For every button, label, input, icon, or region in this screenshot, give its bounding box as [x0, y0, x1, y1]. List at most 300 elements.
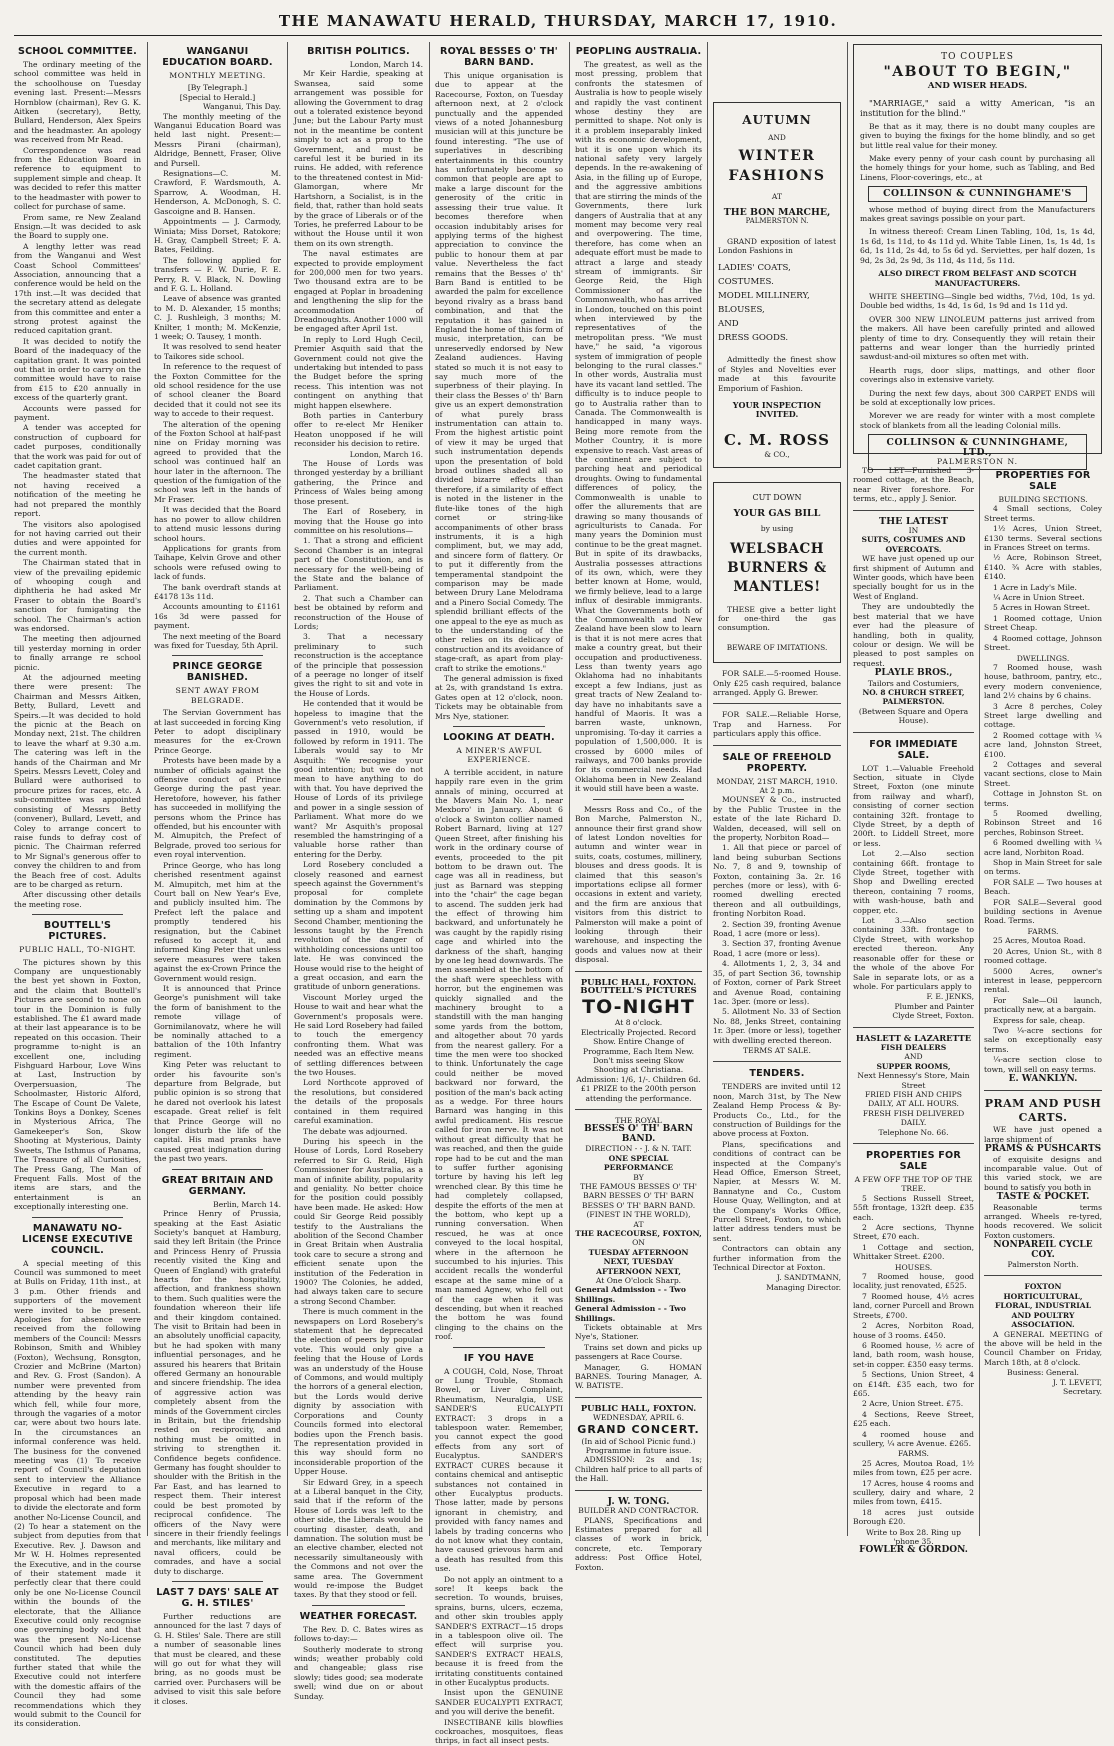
- advert-paragraph: Insist upon the GENUINE SANDER EUCALYPTI EXTRACT, and you will derive the benefit.: [435, 1688, 563, 1717]
- column-rule: [147, 42, 148, 1536]
- advert-paragraph: Lot 2.—Also section containing 66ft. frontage to Clyde Street, together with Shop and Dwelling erected thereon, containing 7 rooms, with wash-house, bath and copper, etc.: [853, 849, 974, 915]
- advert-line: General Admission - - Two Shillings.: [575, 1304, 686, 1323]
- advert-paragraph: TENDERS are invited until 12 noon, March 31st, by The New Zealand Hemp Process & By-Products Co., Ltd., for the construction of Buildings for the above process at Foxton.: [713, 1082, 841, 1139]
- advert-paragraph: 6 Roomed house, ½ acre of land, bath room, wash house, set-in copper. £350 easy terms.: [853, 1340, 974, 1369]
- divider: [575, 1397, 702, 1398]
- advert-line: COSTUMES.: [718, 277, 774, 288]
- advert-line: COLLINSON & CUNNINGHAME, LTD.,: [886, 437, 1069, 458]
- divider: [593, 799, 684, 800]
- article-paragraph: There is much comment in the newspapers on Lord Rosebery's statement that he deprecated the election of peers by popular vote. This would only give a feeling that the House of Lords was an understudy of the House of Commons, and would multiply the horrors of a general election, but the Lords would derive dignity by association with Corporations and County Councils formed into electoral bodies upon the French basis. The representation provided in this way should form no inconsiderable proportion of the Upper House.: [294, 1307, 423, 1477]
- advert-line: LADIES' COATS,: [718, 263, 791, 274]
- dateline: MONDAY, 21ST MARCH, 1910. At 2 p.m.: [716, 776, 838, 795]
- divider: [853, 1143, 974, 1144]
- dateline: London, March 16.: [349, 449, 423, 459]
- advert-paragraph: Cottage in Johnston St. on terms.: [984, 789, 1102, 808]
- divider: [32, 914, 123, 915]
- divider: [575, 971, 702, 972]
- divider: [713, 745, 841, 746]
- advert-line: Palmerston North.: [1007, 1260, 1079, 1270]
- column-rule: [847, 42, 848, 1536]
- advert-paragraph: MOUNSEY & Co., instructed by the Public Trustee in the estate of the late Richard D. Walden, deceased, will sell on the property, Norbiton Road—: [713, 795, 841, 842]
- column-5: [575, 42, 703, 1572]
- advert-paragraph: 18 acres just outside Borough £20.: [853, 1507, 974, 1527]
- advert-paragraph: 7 Roomed house, 4½ acres land, corner Purcell and Brown Streets, £700.: [853, 1291, 974, 1320]
- article-paragraph: Appointments — J. Carmody, Winiata; Miss Dorset, Ratokore; H. Gray, Campbell Street; F. A. Bates, Feilding.: [154, 217, 281, 255]
- advert-paragraph: Contractors can obtain any further information from the Technical Director at Foxton.: [713, 1244, 841, 1273]
- dateline: [Special to Herald.]: [179, 92, 256, 102]
- advert-line: Secretary.: [1063, 1386, 1102, 1396]
- column-rule: [569, 42, 570, 1536]
- advert-paragraph: 4. Allotments 1, 2, 3, 34 and 35, of part Section 36, township of Foxton, corner of Park Street and Avenue Road, containing 1ac. 3per. (more or less).: [713, 959, 841, 1006]
- advert-line: FRESH FISH DELIVERED DAILY.: [862, 1108, 965, 1128]
- advert-paragraph: 20 Acres, Union St., with 8 roomed cottage.: [984, 946, 1102, 966]
- advert-paragraph: 3. Section 37, fronting Avenue Road, 1 acre (more or less).: [713, 939, 841, 958]
- advert-line: Business: General.: [1007, 1368, 1079, 1378]
- dateline: London, March 14.: [349, 60, 423, 69]
- advert-line: SUPPER ROOMS,: [876, 1061, 951, 1071]
- advert-paragraph: Plans, specifications and conditions of contract can be inspected at the Company's Head Office, Emerson Street, Napier, at Messrs W. M. Bannatyne and Co., Custom House Quay, Wellington, and at the Company's Works Office, Purcell Street, Foxton, to which latter address tenders must be sent.: [713, 1139, 841, 1243]
- advert-title: "ABOUT TO BEGIN,": [883, 64, 1072, 81]
- advert-line: WEDNESDAY, APRIL 6.: [593, 1413, 684, 1423]
- dateline: [By Telegraph.]: [187, 83, 248, 93]
- advert-line: J. T. LEVETT,: [1052, 1377, 1102, 1387]
- advert-line: BUILDER AND CONTRACTOR.: [578, 1506, 699, 1516]
- advert-line: PALMERSTON N.: [936, 457, 1019, 466]
- article-paragraph: Viscount Morley urged the House to wait and hear what the Government's proposals were. He said Lord Rosebery had failed to touch the emergency confronting them. What was needed was an effective means of settling differences between the two Houses.: [294, 992, 423, 1078]
- advert-line: Clyde Street, Foxton.: [892, 1011, 974, 1021]
- article-paragraph: 2. That such a Chamber can best be obtained by reform and reconstruction of the House of Lords;: [294, 593, 423, 631]
- article-paragraph: He contended that it would be hopeless to imagine that the Government's veto resolution, if passed in 1910, would be followed by reform in 1911. The Liberals would say to Mr Asquith: "We recognise your good intention; but we do not mean to have anything to do with that. You have deprived the House of Lords of its privilege and power in a single session of Parliament. What more do we want? Mr Asquith's proposal resembled the hamstringing of a valuable horse rather than entering for the Derby.: [294, 699, 423, 859]
- article-paragraph: 1. That a strong and efficient Second Chamber is an integral part of the Constitution, and is necessary for the well-being of the State and the balance of Parliament.: [294, 536, 423, 593]
- advert-line: General Admission - - Two Shillings.: [575, 1285, 686, 1304]
- advert-line: AND: [718, 319, 739, 330]
- divider: [984, 1275, 1102, 1276]
- advert-paragraph: ½ Acre, Robinson Street, £140. ¾ Acre with stables, £140.: [984, 553, 1102, 582]
- column-rule: [979, 466, 980, 1536]
- article-paragraph: In reference to the request of the Foxton Committee for the old school residence for the use of school cleaner the Board decided that it could not see its way to accede to their request.: [154, 362, 281, 419]
- advert-line: THESE give a better light for one-third the gas consumption.: [718, 604, 836, 633]
- article-paragraph: Mr Keir Hardie, speaking at Swansea, said some arrangement was possible for allowing the Government to drag out a tolerated existence beyond June; but the Labour Party must not in the meantime be content simply to act as a prop to the Government, and must be careful lest it be buried in its ruins. He added, with reference to the threatened contest in Mid-Glamorgan, where Mr Hartshorn, a Socialist, is in the field, that, rather than hold seats by the grace of Liberals or of the Tories, he preferred Labour to be without the House until it won them on its own strength.: [294, 69, 423, 248]
- advert-line: NONPAREIL CYCLE COY.: [993, 1240, 1093, 1260]
- advert-line: PLAYLE BROS.,: [874, 668, 953, 679]
- advert-couples-region: [853, 42, 1102, 466]
- columns: [14, 36, 1102, 1746]
- article-paragraph: The following applied for transfers — F. W. Durie, F. E. Perry, R. V. Black, N. Dowling and F. G. L. Holland.: [154, 255, 281, 293]
- advert-paragraph: of exquisite designs and incomparable value. Out of this varied stock, we are bound to satisfy you both in: [984, 1154, 1102, 1192]
- article-paragraph: In reply to Lord Hugh Cecil, Premier Asquith said that the Government could not give the undertaking but intended to pass the Budget before the spring recess. This intention was not contingent on anything that might happen elsewhere.: [294, 334, 423, 410]
- advert-line: Electrically Projected. Record Show. Entire Change of Programme, Each Item New.: [580, 1027, 697, 1056]
- advert-paragraph: 1 Cottage and section, Whittaker Street. £200.: [853, 1242, 974, 1262]
- advert-paragraph: 25 Acres, Moutoa Road, 1½ miles from town, £25 per acre.: [853, 1458, 974, 1478]
- advert-line: Telephone No. 66.: [878, 1127, 949, 1137]
- advert-paragraph: 2 Acres, Norbiton Road, house of 3 rooms. £450.: [853, 1321, 974, 1340]
- advert-line: BOUTTELL'S PICTURES: [580, 986, 697, 996]
- advert-line: IN: [908, 526, 919, 536]
- advert-line: TERMS AT SALE.: [743, 1045, 811, 1055]
- advert-besses: [575, 1116, 702, 1391]
- advert-line: whose method of buying direct from the Manufacturers makes great savings possible on your part.: [860, 204, 1095, 224]
- article-paragraph: Southerly moderate to strong winds; weather probably cold and changeable; glass rise slowly; tides good; sea moderate swell; wind due on or about Sunday.: [294, 1644, 423, 1701]
- advert-line: COLLINSON & CUNNINGHAME'S: [883, 188, 1072, 200]
- advert-line: AND: [768, 133, 786, 142]
- article-paragraph: A tender was accepted for construction of cupboard for cadet purposes, conditionally that the work was paid for out of cadet capitation grant.: [14, 423, 141, 471]
- advert-paragraph: 25 Acres, Moutoa Road.: [993, 936, 1086, 946]
- advert-line: (FINEST IN THE WORLD),: [586, 1210, 691, 1220]
- advert-paragraph: 1½ Acres, Union Street, £130 terms. Several sections in Frances Street on terms.: [984, 524, 1102, 553]
- advert-title: TO-NIGHT: [582, 996, 695, 1019]
- article-paragraph: A terrible accident, in nature happily rare even in the grim annals of mining, occurred at the Mavers Main No. 1, near Mexboro' in January. About 6 o'clock a Swinton collier named Robert Barnard, living at 127 Queen Street, after finishing his work in the ordinary course of events, proceeded to the pit bottom to be drawn out. The cage was all in readiness, but just as Barnard was stepping into the "chair" the cage began to ascend. The sudden jerk had the effect of throwing him backward, and unfortunately he was caught by the rapidly rising cage and whirled into the darkness of the shaft, hanging by one leg head downwards. The men assembled at the bottom of the shaft were speechless with horror, but the enginemen was quickly signalled and the machinery brought to a standstill with the man hanging some yards from the bottom, and altogether about 70 yards from the nearest gallery. For a time the men were too shocked to think. Unfortunately the cage could neither be moved backward nor forward, the position of the man's back acting as a wedge. For three hours Barnard was hanging in this awful predicament. His rescue called for iron nerve. It was not without great difficulty that he was reached, and then the guide rope had to be cut and the man to suffer further agonising torture by having his left leg wrenched clear. By this time he had completely collapsed, despite the efforts of the men at the bottom, who kept up a running conversation. When rescued, he was at once conveyed to the local hospital, where in the afternoon he succumbed to his injuries. This accident recalls the wonderful escape at the same mine of a man named Agnew, who fell out of the cage when it was descending, but when it reached the bottom he was found clinging to the chains on the roof.: [435, 767, 563, 1342]
- advert-fashions: [713, 102, 841, 468]
- advert-title: HASLETT & LAZARETTE: [855, 1032, 972, 1043]
- advert-title: C. M. ROSS: [723, 430, 831, 449]
- divider: [172, 1169, 263, 1170]
- advert-line: ONE SPECIAL PERFORMANCE: [603, 1153, 674, 1173]
- advert-line: PALMERSTON N.: [745, 217, 809, 226]
- advert-line: DRESS GOODS.: [718, 333, 789, 344]
- advert-line: A FEW OFF THE TOP OF THE TREE.: [854, 1175, 973, 1194]
- article-paragraph: Lord Northcote approved of the resolutions, but considered the details of the proposals contained in them required careful examination.: [294, 1078, 423, 1126]
- advert-line: Manager, G. HOMAN BARNES. Touring Manager, A. W. BATISTE.: [575, 1362, 702, 1391]
- advert-line: BUILDING SECTIONS.: [998, 495, 1088, 504]
- article-paragraph: The Earl of Rosebery, in moving that the House go into committee on his resolutions—: [294, 507, 423, 535]
- article-paragraph: Further reductions are announced for the last 7 days of G. H. Stiles' Sale. There are still a number of seasonable lines that must be cleared, and these will go out for what they will bring, as no goods must be carried over. Purchasers will be advised to visit this sale before it closes.: [154, 1611, 281, 1706]
- advert-line: Make every penny of your cash count by purchasing all the homely things for your home, such as Tabling, and Bed Linens, Floor-coverings, etc., at: [860, 154, 1095, 182]
- advert-line: (In aid of School Picnic fund.): [581, 1436, 696, 1446]
- article-paragraph: It was decided that the Board has no power to allow children to attend music lessons during school hours.: [154, 505, 281, 543]
- article-paragraph: The greatest, as well as the most pressing, problem that confronts the statesmen of Australia is how to people wisely and rapidly the vast continent whose destiny they are permitted to shape. Not only is it a problem inseparably linked with its economic development, but it is one upon which its national safety very largely depends. In the re-awakening of Asia, in the filling up of Europe, and the aggressive ambitions that are stirring the minds of the Governments, there lurk dangers of Australia that at any moment may become very real and overpowering. The time, therefore, has come when an adequate effort must be made to attract a large and steady stream of immigrants. Sir George Reid, the High Commissioner of the Commonwealth, who has arrived in London, touched on this point when interviewed by the representatives of the metropolitan press. "We must have," he said, "a vigorous system of immigration of people belonging to the rural classes." In other words, Australia must have its vacant land settled. The difficulty is to induce people to go to Australia rather than to Canada. The Commonwealth is handicapped in many ways. Being more remote from the Mother Country, it is more expensive to reach. Vast areas of the continent are subject to parching heat and periodical droughts. Owing to fundamental differences of policy, the Commonwealth is unable to offer the allurements that are drawing so many thousands of agriculturists to Canada. For many years the Dominion must continue to be the great magnet. But in spite of its drawbacks, Australia possesses attractions of its own, which, were they better known at Home, would, we firmly believe, lead to a large influx of desirable immigrants. What the Governments both of the Commonwealth and New Zealand have been slow to learn is that it is not mere acres that make a country great, but their occupation and productiveness. Less than twenty years ago Oklahoma had no inhabitants except a few Indians, just as great tracts of New Zealand to-day have no inhabitants save a handful of Maoris. It was a barren waste, unknown, unpromising. To-day it carries a population of 1,500,000. It is crossed by 6000 miles of railways, and 700 banks provide for its commercial needs. Had Oklahoma been in New Zealand it would still have been a waste.: [575, 60, 703, 794]
- advert-paragraph: ¼-acre section close to town, will sell on easy terms.: [984, 1055, 1102, 1074]
- advert-paragraph: 7 Roomed house, good locality, just renovated, £525.: [853, 1272, 974, 1291]
- advert-line: DWELLINGS.: [1016, 653, 1070, 663]
- advert-line: TASTE & POCKET.: [996, 1192, 1090, 1203]
- advert-line: WINTER: [738, 148, 816, 165]
- advert-line: Admittedly the finest show of Styles and Novelties ever made at this favourite Emporium of Fashion.: [718, 355, 836, 393]
- article-paragraph: It is announced that Prince George's punishment will take the form of banishment to the remote village of Gornimilanovatz, where he will be nominally attached to a battalion of the 10th Infantry regiment.: [154, 983, 281, 1059]
- headline: BOUTTELL'S PICTURES.: [43, 920, 112, 943]
- advert-line: PUBLIC HALL, FOXTON.: [580, 976, 697, 987]
- advert-line: FARMS.: [898, 1449, 929, 1459]
- classified-ad: FOR SALE.—5-roomed House. Only £25 cash required, balance arranged. Apply G. Brewer.: [713, 669, 841, 697]
- advert-line: AT: [771, 192, 783, 202]
- divider: [984, 1090, 1102, 1091]
- headline: PRINCE GEORGE BANISHED.: [172, 661, 263, 684]
- advert-line: During the next few days, about 300 CARPET ENDS will be sold at exceptionally low prices.: [860, 388, 1095, 407]
- article-paragraph: Lord Rosebery concluded a closely reasoned and earnest speech against the Government's proposal for complete domination by the Commons by setting up a sham and impotent Second Chamber, mentioning the lessons taught by the French revolution of the danger of withholding concessions until too late. He was convinced the House would rise to the height of a great occasion, and earn the gratitude of unborn generations.: [294, 860, 423, 992]
- headline: BRITISH POLITICS.: [307, 46, 410, 57]
- dateline: Wanganui, This Day.: [203, 102, 281, 112]
- advert-paragraph: Lot 3.—Also section containing 33ft. frontage to Clyde Street, with workshop erected thereon. Any reasonable offer for these or the whole of the above For Sale in separate lots, or as a whole. For particulars apply to: [853, 916, 974, 991]
- advert-paragraph: PLANS, Specifications and Estimates prepared for all classes of work in brick, concrete, etc. Temporary address: Post Office Hotel, Foxton.: [575, 1515, 702, 1572]
- column-2: [154, 42, 281, 1706]
- advert-line: THE RACECOURSE, FOXTON,: [575, 1228, 702, 1238]
- advert-line: SUITS, COSTUMES AND OVERCOATS.: [861, 535, 966, 554]
- article-paragraph: Protests have been made by a number of officials against the offensive conduct of Prince George during the past year. Heretofore, however, his father has succeeded in mollifying the persons whom the Prince has offended, but his encounter with M. Almupitch, the Prefect of Belgrade, proved too serious for even royal intervention.: [154, 756, 281, 860]
- advert-paragraph: A GENERAL MEETING of the above will be held in the Council Chamber on Friday, March 18th, at 8 o'clock.: [984, 1329, 1102, 1367]
- article-paragraph: From same, re New Zealand Ensign.—It was decided to ask the Board to supply one.: [14, 212, 141, 241]
- divider: [312, 1605, 405, 1606]
- article-paragraph: The naval estimates are expected to provide employment for 200,000 men for two years. Two thousand extra are to be engaged at Poplar in broadening and lengthening the slip for the accommodation of Dreadnoughts. Another 1000 will be engaged after April 1st.: [294, 249, 423, 334]
- article-paragraph: It was resolved to send heater to Taikores side school.: [154, 342, 281, 361]
- advert-line: At 8 o'clock.: [614, 1018, 663, 1028]
- headline: WANGANUI EDUCATION BOARD.: [162, 46, 273, 68]
- article-paragraph: The bank overdraft stands at £4178 13s 11d.: [154, 582, 281, 601]
- advert-title: PRAM AND PUSH CARTS.: [984, 1097, 1102, 1125]
- advert-line: J. SANDTMANN,: [776, 1273, 841, 1283]
- advert-paragraph: Two ¼-acre sections for sale on exceptionally easy terms.: [984, 1025, 1102, 1054]
- advert-line: & CO.,: [764, 449, 790, 459]
- advert-paragraph: 2 Acre sections, Thynne Street, £70 each.: [853, 1223, 974, 1242]
- advert-title: THE LATEST: [878, 515, 949, 527]
- article-paragraph: The House of Lords was thronged yesterday by a brilliant gathering, the Prince and Princess of Wales being among those present.: [294, 459, 423, 506]
- advert-paragraph: 5000 Acres, owner's interest in lease, peppercorn rental.: [984, 966, 1102, 995]
- advert-line: Hearth rugs, door slips, mattings, and other floor coverings also in extensive variety.: [860, 365, 1095, 385]
- advert-line: ON: [632, 1238, 645, 1248]
- column-7: [853, 466, 974, 1556]
- article-paragraph: The Rev. D. C. Bates wires as follows to-day:—: [294, 1624, 423, 1644]
- headline: GREAT BRITAIN AND GERMANY.: [161, 1174, 274, 1197]
- article-paragraph: Correspondence was read from the Education Board in reference to equipment to supplement simple and cheap. It was decided to refer this matter to the headmaster with power to collect for purchase of same.: [14, 145, 141, 212]
- advert-line: ALSO DIRECT FROM BELFAST AND SCOTCH MANUFACTURERS.: [878, 269, 1077, 288]
- divider: [713, 703, 841, 704]
- advert-line: YOUR INSPECTION INVITED.: [732, 400, 822, 420]
- article-paragraph: After discussing other details the meeting rose.: [14, 890, 141, 909]
- masthead: THE MANAWATU HERALD, THURSDAY, MARCH 17, 1910.: [14, 6, 1102, 36]
- advert-line: CUT DOWN: [752, 493, 802, 503]
- subheadline: MONTHLY MEETING.: [169, 71, 266, 80]
- article-paragraph: The headmaster stated that not having received a notification of the meeting he had not prepared the monthly report.: [14, 471, 141, 519]
- advert-paragraph: 6 Roomed dwelling with ¼ acre land, Norbiton Road.: [984, 838, 1102, 857]
- advert-paragraph: 3 Acre 8 perches, Coley Street large dwelling and cottage.: [984, 701, 1102, 730]
- advert-paragraph: 1. All that piece or parcel of land being suburban Sections No. 7, 8 and 9, township of Foxton, containing 3a. 2r. 16 perches (more or less), with 6-roomed dwelling erected thereon and all outbuildings, fronting Norbiton Road.: [713, 843, 841, 919]
- column-rule: [429, 42, 430, 1536]
- article-paragraph: The debate was adjourned.: [303, 1126, 408, 1136]
- advert-line: GRAND exposition of latest London Fashions in: [718, 236, 836, 256]
- advert-line: TUESDAY AFTERNOON NEXT, TUESDAY AFTERNOON NEXT,: [588, 1247, 689, 1276]
- article-paragraph: Messrs Ross and Co., of the Bon Marche, Palmerston N., announce their first grand show of latest London novelties for autumn and winter wear in suits, coats, costumes, millinery, blouses and dress goods. It is claimed that this season's importations eclipse all former occasions in extent and variety, and the firm are anxious that visitors from this district to Palmerston will make a point of looking through their warehouse, and inspecting the goods and values now at their disposal.: [575, 804, 702, 965]
- advert-line: Next Hennessy's Store, Main Street: [857, 1071, 970, 1090]
- headline: LOOKING AT DEATH.: [443, 732, 555, 744]
- advert-line: NO. 8 CHURCH STREET, PALMERSTON.: [862, 687, 965, 707]
- headline: IF YOU HAVE: [463, 1352, 535, 1364]
- column-rule: [287, 42, 288, 1536]
- advert-paragraph: 5 Acres in Howan Street.: [993, 603, 1091, 613]
- advert-paragraph: A COUGH, Cold, Nose, Throat or Lung Trouble, Stomach Bowel, or Liver Complaint, Rheumatism, Neuralgia, USE SANDER'S EUCALYPTI EXTRACT: 3 drops in a tablespoon water. Remember, you cannot expect the good effects from any sort of Eucalyptus. SANDER'S EXTRACT CURES because it contains chemical and antiseptic substances not contained in other Eucalyptus products. Those latter, made by persons ignorant in chemistry, and provided with fancy names and labels by trading concerns who do not know what they contain, have caused grievous harm and a death has resulted from this use.: [435, 1366, 563, 1574]
- divider: [32, 1217, 123, 1218]
- article-paragraph: Accounts amounting to £1161 16s 3d were passed for payment.: [154, 602, 281, 631]
- advert-line: £1 PRIZE to the 200th person attending the performance.: [580, 1084, 697, 1103]
- article-paragraph: Applications for grants from Taihape, Kelvin Grove and other schools were refused owing to lack of funds.: [154, 543, 281, 582]
- advert-title: J. W. TONG.: [607, 1495, 670, 1507]
- advert-firm-box: [868, 186, 1087, 201]
- advert-line: FISH DEALERS: [880, 1042, 947, 1052]
- advert-line: Don't miss seeing Skow Shooting at Christiana.: [592, 1056, 685, 1075]
- classified-ad: FOR SALE.—Reliable Horse, Trap and Harness. For particulars apply this office.: [713, 710, 841, 739]
- advert-paragraph: 4 Roomed cottage, Johnson Street.: [984, 633, 1102, 653]
- advert-line: HOUSES.: [894, 1262, 933, 1272]
- advert-line: ADMISSION: 2s and 1s; Children half price to all parts of the Hall.: [575, 1455, 702, 1484]
- advert-paragraph: 2 Acre, Union Street. £75.: [862, 1399, 964, 1409]
- advert-paragraph: They are undoubtedly the best material that we have ever had the pleasure of handling, both in quality, colour or design. We will be pleased to post samples on request.: [853, 602, 974, 668]
- column-rule: [707, 42, 708, 1536]
- advert-line: WHITE SHEETING—Single bed widths, 7½d, 10d, 1s yd. Double bed widths, 1s 4d, 1s 6d, 1s 9d and 1s 11d yd.: [860, 291, 1095, 311]
- advert-paragraph: 4 Small sections, Coley Street terms.: [984, 504, 1102, 523]
- subheadline: SENT AWAY FROM BELGRADE.: [175, 686, 260, 705]
- advert-paragraph: 17 Acres, house 4 rooms and scullery, dairy and whare, 2 miles from town, £415.: [853, 1478, 974, 1507]
- column-8: [984, 466, 1102, 1536]
- article-paragraph: The ordinary meeting of the school committee was held in the schoolhouse on Tuesday evening last. Present:—Messrs Hornblow (chairman), Rev G. K. Aitken (secretary), Betty, Bullard, Henderson, Alex Speirs and the headmaster. An apology was received from Mr Read.: [14, 60, 141, 145]
- advert-line: BLOUSES,: [718, 305, 765, 316]
- advert-line: Tailors and Costumiers,: [867, 678, 960, 688]
- advert-concert: [575, 1404, 702, 1484]
- headline: TENDERS.: [749, 1068, 805, 1080]
- advert-paragraph: 2. Section 39, fronting Avenue Road, 1 acre (more or less).: [713, 919, 841, 939]
- advert-line: YOUR GAS BILL: [733, 507, 821, 519]
- advert-line: AND WISER HEADS.: [927, 81, 1028, 92]
- article-paragraph: King Peter was reluctant to order his favourite son's departure from Belgrade, but public opinion is so strong that he dared not overlook his latest escapade. Great relief is felt that Prince George will no longer disturb the life of the capital. His mad pranks have caused great indignation during the past two years.: [154, 1060, 281, 1164]
- headline: SCHOOL COMMITTEE.: [17, 46, 138, 57]
- article-paragraph: The next meeting of the Board was fixed for Tuesday, 5th April.: [154, 631, 281, 650]
- article-paragraph: The pictures shown by this Company are unquestionably the best yet shown in Foxton, and the claim that Bouttell's Pictures are second to none on tour in the Dominion is fully established. The £1 award made at their last appearance is to be repeated on this occasion. Their programme to-night is an excellent one, including Fishguard Harbour, Love Wins at Last, Instruction by Overpersuasion, The Schoolmaster, Historic Alford, The Escape of Count De Valete, Tonkins Boys a Donkey, Scenes in Mysterious Africa, The Gamekeeper's Son, Skow Shooting at Mysterious, Dainty Sweets, The Isthmus of Panama, The Treasure of all Curiosities, The Press Gang, The Man of Frequent Falls. Most of the items are stars, and the entertainment is an exceptionally interesting one.: [14, 957, 141, 1212]
- column-1: [14, 42, 141, 1729]
- headline: SALE OF FREEHOLD PROPERTY.: [722, 751, 832, 774]
- article-paragraph: Both parties in Canterbury offer to re-elect Mr Heniker Heaton unopposed if he will reconsider his decision to retire.: [294, 411, 423, 449]
- article-paragraph: Sir Edward Grey, in a speech at a Liberal banquet in the City, said that if the reform of the House of Lords was left to the other side, the Liberals would be courting disaster, death, and damnation. The solution must be an elective chamber, elected not necessarily simultaneously with the Commons and not over the same area. The Government would re-impose the Budget taxes. By that they stood or fell.: [294, 1477, 423, 1600]
- advert-line: OVER 300 NEW LINOLEUM patterns just arrived from the makers. All have been carefully printed and allowed plenty of time to dry. Consequently they will retain their patterns and wear longer than the hurriedly printed sawdust-and-oil mixtures so often met with.: [860, 314, 1095, 362]
- advert-line: BEWARE OF IMITATIONS.: [726, 642, 828, 652]
- article-paragraph: Leave of absence was granted to M. D. Alexander, 15 months; C. J. Rushleigh, 3 months; M. Knilter, 1 month; M. McKenzie, 1 week; O. Tausey, 1 month.: [154, 294, 281, 341]
- advert-paragraph: For Sale—Oil launch, practically new, at a bargain.: [984, 995, 1102, 1015]
- article-paragraph: The Servian Government has at last succeeded in forcing King Peter to adopt disciplinary measures for the ex-Crown Prince George.: [154, 708, 281, 755]
- advert-paragraph: 2 Cottages and several vacant sections, close to Main Street.: [984, 759, 1102, 788]
- headline: ROYAL BESSES O' TH' BARN BAND.: [440, 46, 558, 68]
- advert-line: THE BON MARCHE,: [723, 206, 831, 218]
- article-paragraph: This unique organisation is due to appear at the Racecourse, Foxton, on Tuesday afternoon next, at 2 o'clock punctually and the appended views of a noted Johannesburg musician will at this juncture be found interesting. "The use of superlatives in describing entertainments in this country has unfortunately become so common that people are apt to make a large discount for the generosity of the critic in assessing their true value. It becomes therefore when occasion indubitably arises for applying terms of the highest appreciation to convince the public to honour them at par value. Nevertheless the fact remains that the Besses o' th' Barn Band is entitled to be awarded the palm for excellence beyond rivalry as a brass band combination, and that the reputation it has gained in England the home of this form of music, interpretation, can be unreservedly endorsed by New Zealand audiences. Having stated so much it is not easy to say much more of the superbness of their playing. In their class the Besses o' th' Barn give us an expert demonstration of what purely brass instrumentation can attain to. From the highest artistic point of view it may be urged that such instrumentation depends upon the presentation of bold broad outlines shaded all so divided bizarre effects than therefore, if a similarity of effect is noted in the listener in the flute-like tones of the high cornet or string-like accompaniments of other brass instruments, it is a high compliment, but, we may add, and sincere form of flattery. Or to put it differently from the temperamental standpoint the comparison may be made between Drury Lane Melodrama and a Pinero Social Comedy. The splendid brilliant effects of the one appeal to the eye as much as to the understanding of the other relies on its delicacy of construction and its avoidance of stage-craft, as apart from play-craft to strike the emotions.": [435, 71, 563, 673]
- advert-line: MODEL MILLINERY,: [718, 291, 810, 302]
- headline: LAST 7 DAYS' SALE AT G. H. STILES': [156, 1586, 279, 1609]
- advert-paragraph: 5. Allotment No. 33 of Section No. 88, Jenks Street, containing 1r. 3per. (more or less), together with dwelling erected thereon.: [713, 1007, 841, 1045]
- article-paragraph: The general admission is fixed at 2s, with grandstand 1s extra. Gates open at 12 o'clock, noon. Tickets may be obtainable from Mrs Nye, stationer.: [435, 674, 563, 721]
- advert-paragraph: WE have just opened up our first shipment of Autumn and Winter goods, which have been specially bought for us in the West of England.: [853, 554, 974, 601]
- column-6: [713, 42, 841, 1538]
- advert-line: Programme in future issue.: [585, 1446, 692, 1456]
- divider: [713, 1061, 841, 1062]
- advert-paragraph: Shop in Main Street for sale on terms.: [984, 858, 1102, 877]
- advert-paragraph: 4 Sections, Reeve Street, £25 each.: [853, 1409, 974, 1429]
- headline: FOR IMMEDIATE SALE.: [869, 738, 958, 761]
- advert-paragraph: 5 Sections, Union Street, 4 on £14ft. £35 each, two for £65.: [853, 1370, 974, 1398]
- advert-line: Write to Box 28. Ring up 'phone 35.: [866, 1527, 961, 1547]
- article-paragraph: At the adjourned meeting there were present: The Chairman and Messrs Aitken, Betty, Bullard, Levett and Speirs.—It was decided to hold the picnic at the Beach on Monday next, 21st. The children to leave the wharf at 9.30 a.m. The catering was left in the hands of the Chairman and Mr Speirs. Messrs Levett, Coley and Bullard were authorised to procure prizes for races, etc. A sub-committee was appointed consisting of Messrs Betty (convener), Bullard, Levett, and Coley to arrange concert to raise funds to defray cost of picnic. The Chairman referred to Mr Signal's generous offer to convey the children to and from the Beach free of cost. Adults are to be charged as return.: [14, 673, 141, 889]
- article-paragraph: During his speech in the House of Lords, Lord Rosebery referred to Sir G. Reid, High Commissioner for Australia, as a man of infinite ability, popularity and geniality. No better choice for the position could possibly have been made. He asked: How could Sir George Reid possibly testify to the Australians the abolition of the Second Chamber in Great Britain when Australia took care to secure a strong and efficient senate upon the institution of the Federation in 1900? The Colonies, he added, had always taken care to secure a strong Second Chamber.: [294, 1136, 423, 1306]
- advert-line: At One O'clock Sharp.: [595, 1275, 682, 1285]
- advert-line: AUTUMN: [742, 113, 812, 127]
- advert-paragraph: 4 roomed house and scullery, ¼ acre Avenue. £265.: [853, 1429, 974, 1448]
- advert-couples: [853, 44, 1102, 466]
- advert-line: Plumber and Painter: [894, 1001, 974, 1011]
- article-paragraph: Prince George, who has long cherished resentment against M. Almupitch, met him at the Court ball on New Year's Eve, and publicly insulted him. The Prefect left the palace and promptly tendered his resignation, but the Cabinet refused to accept it, and informed King Peter that unless severe measures were taken against the ex-Crown Prince the Government would resign.: [154, 860, 281, 983]
- divider: [853, 732, 974, 733]
- divider: [172, 655, 263, 656]
- advert-paragraph: LOT 1.—Valuable Freehold Section, situate in Clyde Street, Foxton (one minute from railway and wharf), consisting of corner section containing 32ft. frontage to Clyde Street, by a depth of 200ft. to Liddell Street, more or less.: [853, 763, 974, 848]
- advert-bouttell: [575, 978, 702, 1103]
- dateline: Berlin, March 14.: [213, 1199, 281, 1209]
- advert-line: PRAMS & PUSHCARTS: [984, 1144, 1102, 1155]
- advert-paragraph: 5 Roomed dwelling, Robinson Street and 16 perches, Robinson Street.: [984, 809, 1102, 837]
- article-paragraph: 3. That a necessary preliminary to such reconstruction is the acceptance of the principle that possession of a peerage no longer of itself gives the right to sit and vote in the House of Lords.: [294, 632, 423, 698]
- advert-line: Be that as it may, there is no doubt many couples are given to buying the fixings for the home blindly, and so get but little real value for their money.: [860, 121, 1095, 150]
- article-paragraph: The alteration of the opening of the Foxton School at half-past nine on Friday morning was agreed to provided that the school was continued half an hour later in the afternoon. The question of the fumigation of the school was left in the hands of Mr Fraser.: [154, 419, 281, 504]
- advert-line: TO COUPLES: [941, 52, 1014, 62]
- advert-title: BESSES O' TH' BARN BAND.: [584, 1124, 693, 1144]
- advert-line: (Between Square and Opera House).: [858, 706, 969, 726]
- advert-title: GRAND CONCERT.: [577, 1422, 700, 1436]
- advert-title: E. WANKLYN.: [1008, 1073, 1078, 1084]
- advert-paragraph: INSECTIBANE kills blowflies cockroaches, mosquitoes, fleas thrips, in fact all insect pests.: [435, 1717, 563, 1746]
- subheadline: A MINER'S AWFUL EXPERIENCE.: [456, 746, 542, 765]
- article-paragraph: A lengthy letter was read from the Wanganui and West Coast School Committees' Association, announcing that a conference would be held on the 17th inst.—It was decided that the secretary attend as delegate from this committee and enter a strong protest against the reduced capitation grant.: [14, 241, 141, 336]
- advert-title: WELSBACH BURNERS & MANTLES!: [727, 540, 827, 595]
- advert-line: "MARRIAGE," said a witty American, "is an institution for the blind.": [860, 97, 1095, 118]
- headline: PROPERTIES FOR SALE: [866, 1150, 961, 1172]
- divider: [172, 1581, 263, 1582]
- advert-paragraph: 2 Roomed cottage with ¼ acre land, Johnston Street, £100.: [984, 730, 1102, 759]
- advert-paragraph: 1 Roomed cottage, Union Street Cheap.: [984, 613, 1102, 633]
- advert-line: FRIED FISH AND CHIPS DAILY, AT ALL HOURS.: [865, 1089, 962, 1109]
- advert-paragraph: 1 Acre in Lady's Mile.: [993, 582, 1077, 592]
- advert-firm-box: [868, 434, 1087, 470]
- advert-line: Trains set down and picks up passengers at Race Course.: [575, 1342, 702, 1362]
- advert-line: THE ROYAL: [615, 1116, 662, 1126]
- column-3: [294, 42, 423, 1701]
- advert-line: In witness thereof: Cream Linen Tabling, 10d, 1s, 1s 4d, 1s 6d, 1s 11d, to 4s 11d yd. White Table Linen, 1s, 1s 4d, 1s 6d, 1s 11d, 2s 4d, to 5s 6d yd. Serviettes, per half dozen, 1s 9d, 2s 3d, 2s 9d, 3s 11d, 4s 11d, 5s 11d.: [860, 227, 1095, 265]
- advert-paragraph: WE have just opened a large shipment of: [984, 1125, 1102, 1144]
- advert-line: FARMS.: [1027, 926, 1059, 936]
- headline: PROPERTIES FOR SALE: [995, 470, 1091, 492]
- headline: WEATHER FORECAST.: [299, 1610, 418, 1622]
- divider: [853, 510, 974, 511]
- advert-line: Morever we are ready for winter with a most complete stock of blankets from all the leading Colonial mills.: [860, 411, 1095, 430]
- article-paragraph: The Chairman stated that in view of the prevailing epidemic of whooping cough and diphtheria he had asked Mr Fraser to obtain the Board's sanction for fumigating the school. The Chairman's action was endorsed.: [14, 558, 141, 633]
- advert-paragraph: FOR SALE—Several good building sections in Avenue Road. Terms.: [984, 897, 1102, 926]
- article-paragraph: The visitors also apologised for not having carried out their duties and were appointed for the current month.: [14, 519, 141, 557]
- advert-paragraph: FOR SALE — Two houses at Beach.: [984, 877, 1102, 897]
- divider: [575, 1109, 702, 1110]
- advert-line: Tickets obtainable at Mrs Nye's, Stationer.: [575, 1323, 702, 1342]
- advert-line: AND: [904, 1052, 923, 1062]
- advert-paragraph: 7 Roomed house, wash house, bathroom, pantry, etc., every modern convenience, land 2½ chains by 6 chains.: [984, 662, 1102, 701]
- advert-title: FOWLER & GORDON.: [859, 1545, 968, 1556]
- divider: [453, 726, 545, 727]
- advert-title: FASHIONS: [728, 168, 826, 185]
- advert-line: F. E. JENKS,: [926, 992, 974, 1002]
- advert-paragraph: Do not apply an ointment to a sore! It keeps back the secretion. To wounds, bruises, sprains, burns, ulcers, eczema, and other skin troubles apply SANDER'S EXTRACT—15 drops in a tablespoon olive oil. The effect will surprise you. SANDER'S EXTRACT HEALS, because it is freed from the irritating constituents contained in other Eucalyptus products.: [435, 1574, 563, 1688]
- article-paragraph: Resignations—C. M. Crawford, F. Wardsmouth, A. Sparrow, A. Woodman, H. Henderson, A. McDonogh, S. C. Gascoigne and B. Hansen.: [154, 169, 281, 216]
- column-4: [435, 42, 563, 1746]
- advert-paragraph: ¼ Acre in Union Street.: [993, 593, 1085, 603]
- divider: [453, 1347, 545, 1348]
- divider: [575, 1490, 702, 1491]
- headline: MANAWATU NO-LICENSE EXECUTIVE COUNCIL.: [22, 1222, 133, 1256]
- headline: PEOPLING AUSTRALIA.: [575, 46, 702, 57]
- advert-line: Admission: 1/6, 1/-. Children 6d.: [576, 1074, 701, 1084]
- subheadline: PUBLIC HALL, TO-NIGHT.: [19, 945, 136, 955]
- advert-paragraph: Reasonable terms arranged. Wheels re-tyred, hoods recovered. We solicit Foxton customers.: [984, 1202, 1102, 1240]
- article-paragraph: Accounts were passed for payment.: [14, 403, 141, 423]
- article-paragraph: It was decided to notify the Board of the inadequacy of the capitation grant. It was pointed out that in order to carry on the committee would have to raise from £15 to £20 annually in excess of the quarterly grant.: [14, 336, 141, 403]
- advert-welsbach: [713, 482, 841, 663]
- advert-paragraph: Express for sale, cheap.: [993, 1015, 1086, 1025]
- divider: [853, 1027, 974, 1028]
